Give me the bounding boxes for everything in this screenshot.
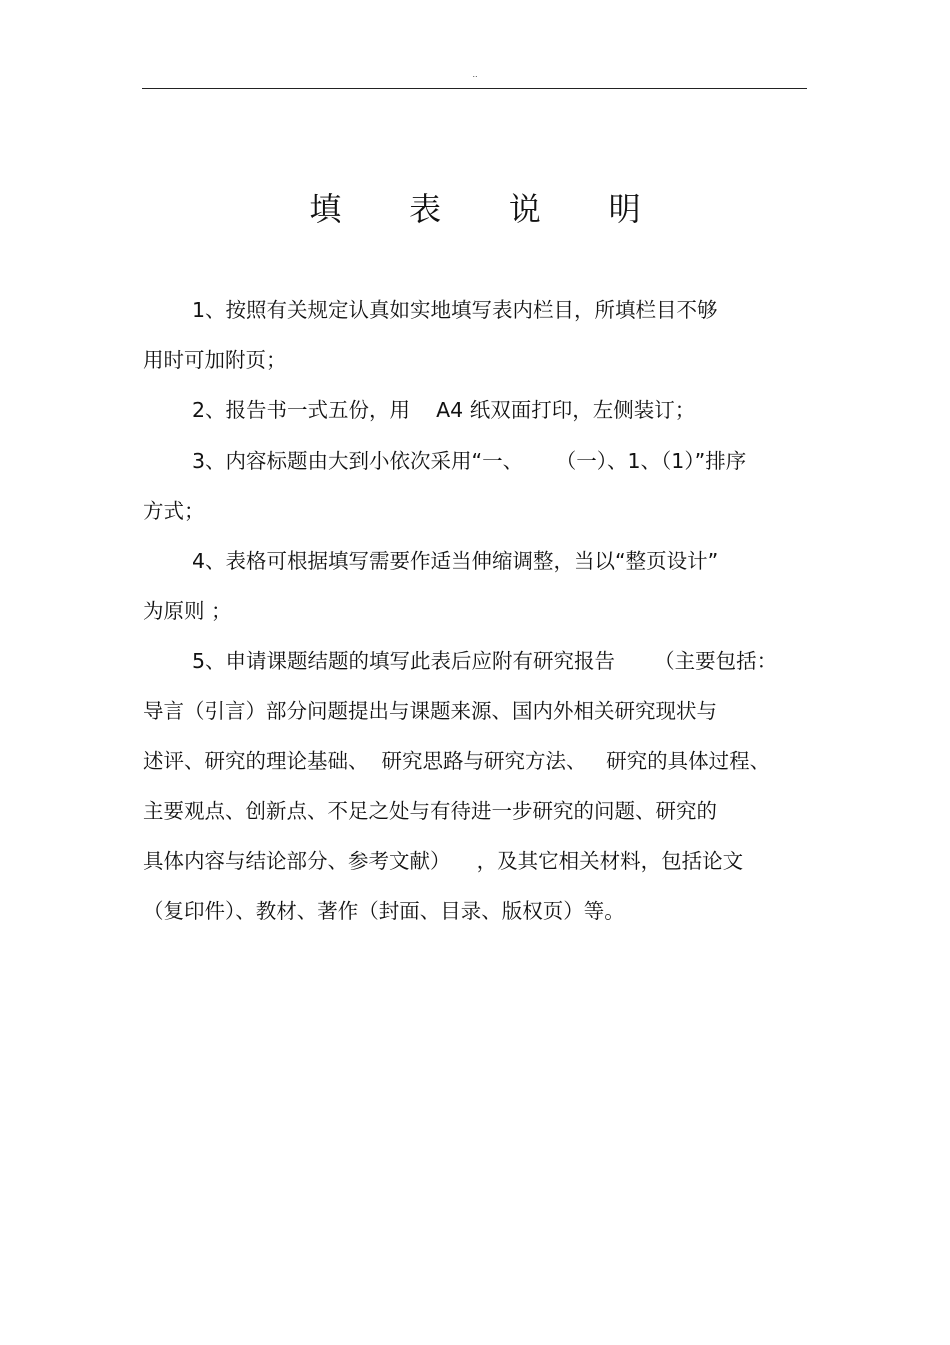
instruction-item-5-line-1: 5、申请课题结题的填写此表后应附有研究报告 （主要包括： [192, 649, 778, 673]
instruction-item-5-line-4: 主要观点、创新点、不足之处与有待进一步研究的问题、研究的 [143, 799, 717, 823]
instruction-item-1-line-2: 用时可加附页； [143, 348, 287, 372]
instruction-item-5-line-5: 具体内容与结论部分、参考文献） ，及其它相关材料，包括论文 [143, 849, 744, 873]
instruction-item-3-line-1: 3、内容标题由大到小依次采用“一、 （一）、1、（1）”排序 [192, 449, 747, 473]
header-mark: .. [472, 70, 478, 79]
page-title: 填 表 说 明 [309, 190, 670, 228]
instruction-item-1-line-1: 1、按照有关规定认真如实地填写表内栏目，所填栏目不够 [192, 298, 718, 322]
instruction-item-3-line-2: 方式； [143, 499, 205, 523]
header-rule [142, 88, 807, 89]
instruction-item-5-line-6: （复印件）、教材、著作（封面、目录、版权页）等。 [143, 899, 625, 923]
instruction-item-5-line-3: 述评、研究的理论基础、 研究思路与研究方法、 研究的具体过程、 [143, 749, 771, 773]
instruction-item-4-line-2: 为原则 ； [143, 599, 232, 623]
instruction-item-2-line-1: 2、报告书一式五份，用 A4 纸双面打印，左侧装订； [192, 398, 696, 422]
instruction-item-5-line-2: 导言（引言）部分问题提出与课题来源、国内外相关研究现状与 [143, 699, 717, 723]
instruction-item-4-line-1: 4、表格可根据填写需要作适当伸缩调整，当以“整页设计” [192, 549, 719, 573]
